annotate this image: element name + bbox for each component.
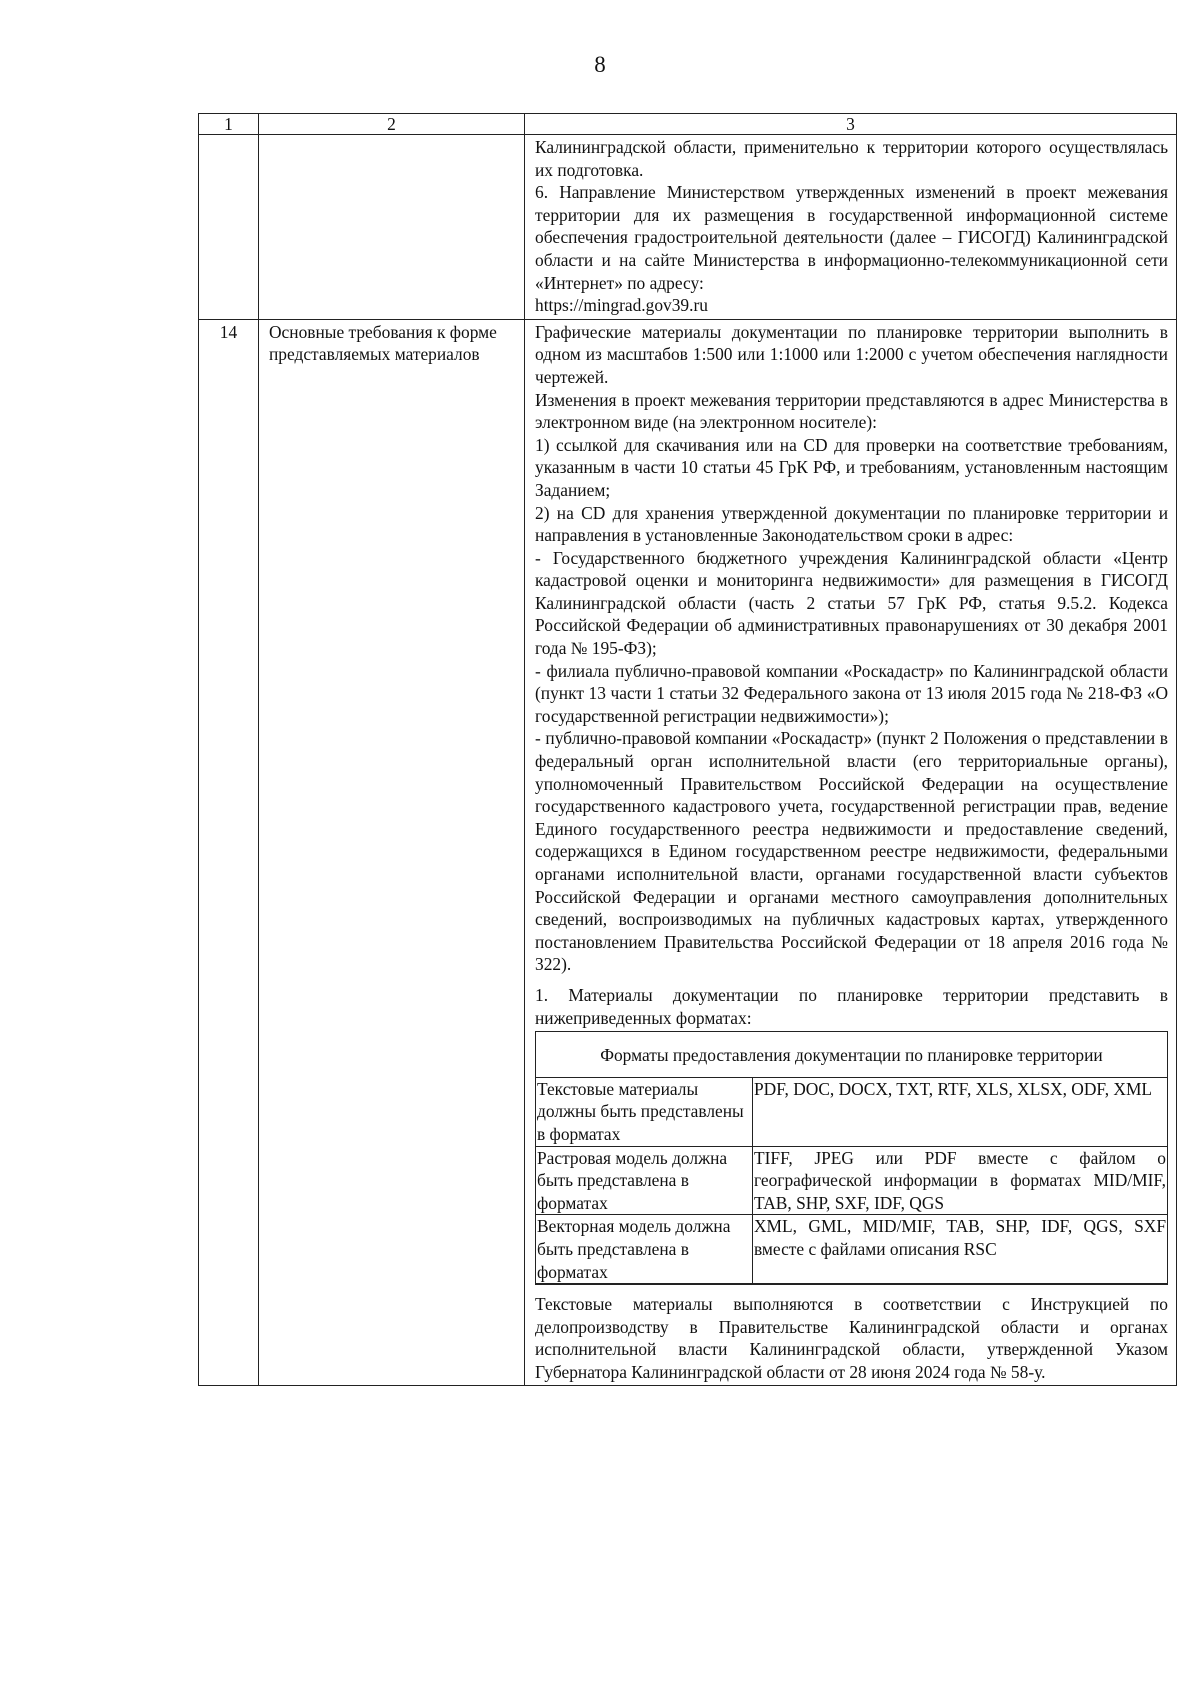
header-col-1: 1 — [199, 114, 259, 135]
requirement-paragraph: - публично-правовой компании «Роскадастр» (пункт 2 Положения о представлении в федеральный орган исполнительной власти (его территориальные органы), уполномоченный Правительством Российской Федерации на осуществление государственного кадастрового учета, государственной регистрации прав, ведение Единого государственного реестра недвижимости и предоставление сведений, содержащихся в Едином государственном реестре недвижимости, федеральными органами исполнительной власти, органами государственной власти субъектов Российской Федерации и органами местного самоуправления дополнительных сведений, воспроизводимых на публичных кадастровых картах, утвержденного постановлением Правительства Российской Федерации от 18 апреля 2016 года № 322). — [535, 728, 1168, 975]
row-title-cell: Основные требования к форме представляемых материалов — [259, 319, 525, 1386]
formats-table-title: Форматы предоставления документации по планировке территории — [536, 1032, 1167, 1078]
requirement-paragraph: - Государственного бюджетного учреждения Калининградской области «Центр кадастровой оценки и мониторинга недвижимости» для размещения в ГИСОГД Калининградской области (часть 2 статьи 57 ГрК РФ, статья 9.5.2. Кодекса Российской Федерации об административных правонарушениях от 30 декабря 2001 года № 195-ФЗ); — [535, 547, 1168, 659]
formats-grid — [536, 1078, 1167, 1284]
header-col-2: 2 — [259, 114, 525, 135]
format-value: XML, GML, MID/MIF, TAB, SHP, IDF, QGS, SXF вместе с файлами описания RSC — [753, 1215, 1168, 1284]
formats-row — [536, 1078, 1167, 1146]
formats-intro: 1. Материалы документации по планировке территории представить в нижеприведенных форматах: — [535, 984, 1168, 1028]
table-row — [199, 135, 1177, 320]
closing-paragraph: Текстовые материалы выполняются в соответствии с Инструкцией по делопроизводству в Правительстве Калининградской области и органах исполнительной власти Калининградской области, утвержденной Указом Губернатора Калининградской области от 28 июня 2024 года № 58-у. — [535, 1294, 1168, 1382]
row-title-cell — [259, 135, 525, 320]
table-header-row — [199, 114, 1177, 135]
format-label: Векторная модель должна быть представлена в форматах — [536, 1215, 753, 1284]
header-col-3: 3 — [525, 114, 1177, 135]
continuation-paragraph: 6. Направление Министерством утвержденных изменений в проект межевания территории для их размещения в государственной информационной системе обеспечения градостроительной деятельности (далее – ГИСОГД) Калининградской области и на сайте Министерства в информационно-телекоммуникационной сети «Интернет» по адресу: — [535, 182, 1168, 293]
formats-row — [536, 1215, 1167, 1284]
requirement-paragraph: - филиала публично-правовой компании «Роскадастр» по Калининградской области (пункт 13 части 1 статьи 32 Федерального закона от 13 июля 2015 года № 218-ФЗ «О государственной регистрации недвижимости»); — [535, 660, 1168, 726]
requirement-paragraph: Изменения в проект межевания территории представляются в адрес Министерства в электронном виде (на электронном носителе): — [535, 389, 1168, 433]
requirements-table — [198, 113, 1177, 1386]
format-label: Растровая модель должна быть представлена в форматах — [536, 1146, 753, 1215]
formats-row — [536, 1146, 1167, 1215]
requirement-paragraph: 1) ссылкой для скачивания или на CD для проверки на соответствие требованиям, указанным в части 10 статьи 45 ГрК РФ, и требованиям, установленным настоящим Заданием; — [535, 434, 1168, 500]
continuation-paragraph: Калининградской области, применительно к территории которого осуществлялась их подготовка. — [535, 137, 1168, 180]
requirement-paragraph: Графические материалы документации по планировке территории выполнить в одном из масштабов 1:500 или 1:1000 или 1:2000 с учетом обеспечения наглядности чертежей. — [535, 321, 1168, 387]
requirement-paragraph: 2) на CD для хранения утвержденной документации по планировке территории и направления в установленные Законодательством сроки в адрес: — [535, 502, 1168, 546]
format-label: Текстовые материалы должны быть представлены в форматах — [536, 1078, 753, 1146]
row-content-cell — [525, 135, 1177, 320]
row-content-cell — [525, 319, 1177, 1386]
row-number-cell — [199, 135, 259, 320]
page-number: 8 — [594, 52, 606, 77]
table-row — [199, 319, 1177, 1386]
site-url[interactable]: https://mingrad.gov39.ru — [535, 295, 708, 316]
format-value: PDF, DOC, DOCX, TXT, RTF, XLS, XLSX, ODF, XML — [753, 1078, 1168, 1146]
formats-table — [535, 1031, 1168, 1285]
format-value: TIFF, JPEG или PDF вместе с файлом о географической информации в форматах MID/MIF, TAB, SHP, SXF, IDF, QGS — [753, 1146, 1168, 1215]
row-number-cell: 14 — [199, 319, 259, 1386]
